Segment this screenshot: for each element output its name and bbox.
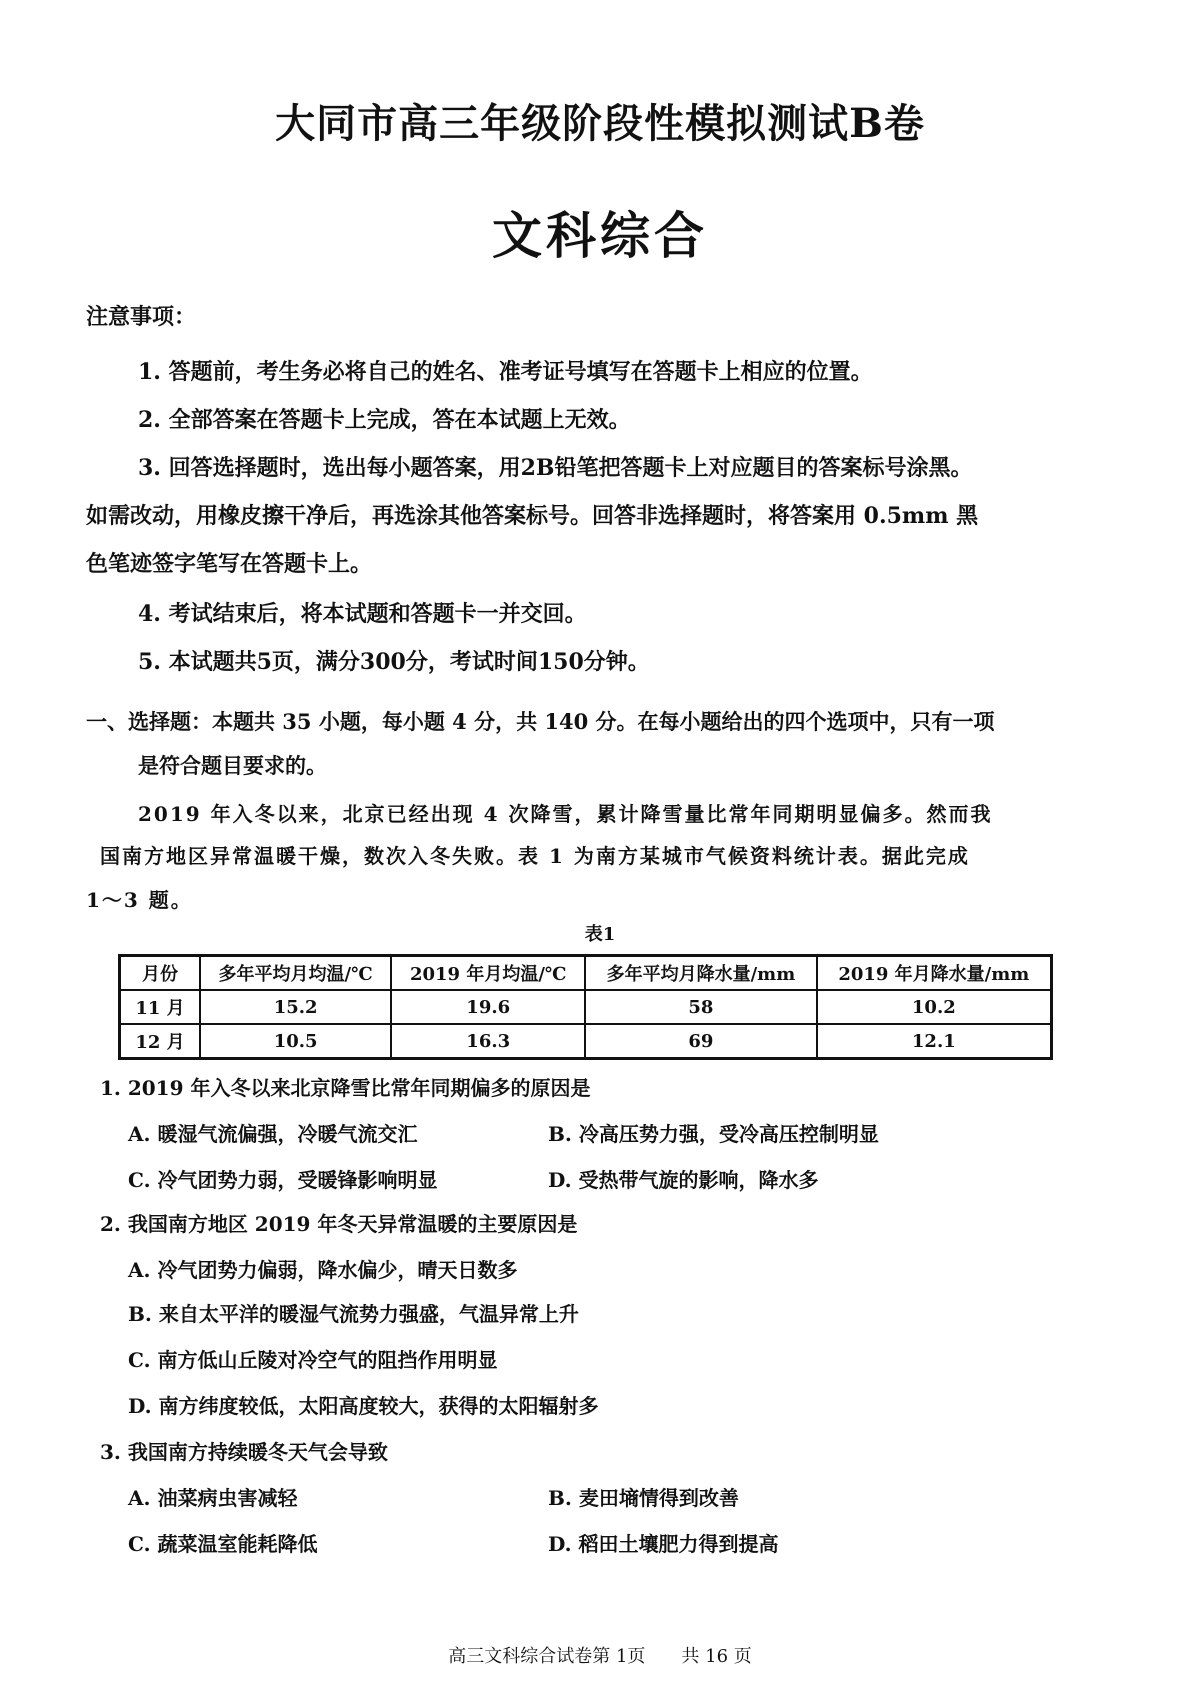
q1-option-d: D. 受热带气旋的影响，降水多 xyxy=(548,1168,819,1192)
q3-option-a: A. 油菜病虫害减轻 xyxy=(128,1486,298,1510)
exam-title: 大同市高三年级阶段性模拟测试B卷 xyxy=(275,100,925,147)
q1-option-c: C. 冷气团势力弱，受暖锋影响明显 xyxy=(128,1168,438,1192)
table-cell: 10.5 xyxy=(200,1024,391,1059)
notice-item-1: 1. 答题前，考生务必将自己的姓名、准考证号填写在答题卡上相应的位置。 xyxy=(138,359,873,385)
table-cell: 15.2 xyxy=(200,990,391,1024)
table-cell: 12 月 xyxy=(120,1024,201,1059)
table-cell: 69 xyxy=(585,1024,816,1059)
question-1: 1. 2019 年入冬以来北京降雪比常年同期偏多的原因是 xyxy=(100,1076,591,1100)
table-cell: 11 月 xyxy=(120,990,201,1024)
q3-option-c: C. 蔬菜温室能耗降低 xyxy=(128,1532,318,1556)
section-heading: 一、选择题：本题共 35 小题，每小题 4 分，共 140 分。在每小题给出的四个选项中，只有一项 xyxy=(86,709,995,734)
table-row xyxy=(120,1024,1052,1059)
table-header-cell: 多年平均月降水量/mm xyxy=(585,956,816,991)
table-cell: 19.6 xyxy=(391,990,585,1024)
table-cell: 16.3 xyxy=(391,1024,585,1059)
q2-option-b: B. 来自太平洋的暖湿气流势力强盛，气温异常上升 xyxy=(128,1302,579,1326)
table-header-cell: 月份 xyxy=(120,956,201,991)
q2-option-a: A. 冷气团势力偏弱，降水偏少，晴天日数多 xyxy=(128,1258,518,1282)
q3-option-b: B. 麦田墒情得到改善 xyxy=(548,1486,739,1510)
table-header-row xyxy=(120,956,1052,991)
table-header-cell: 2019 年月降水量/mm xyxy=(817,956,1052,991)
q1-option-a: A. 暖湿气流偏强，冷暖气流交汇 xyxy=(128,1122,418,1146)
notice-heading: 注意事项： xyxy=(86,304,197,330)
notice-item-3: 3. 回答选择题时，选出每小题答案，用2B铅笔把答题卡上对应题目的答案标号涂黑。 xyxy=(138,455,973,481)
table-cell: 58 xyxy=(585,990,816,1024)
stem-line-3: 1～3 题。 xyxy=(86,888,193,912)
notice-item-3-cont2: 色笔迹签字笔写在答题卡上。 xyxy=(86,551,373,577)
question-2: 2. 我国南方地区 2019 年冬天异常温暖的主要原因是 xyxy=(100,1212,578,1236)
q1-option-b: B. 冷高压势力强，受冷高压控制明显 xyxy=(548,1122,879,1146)
q2-option-c: C. 南方低山丘陵对冷空气的阻挡作用明显 xyxy=(128,1348,498,1372)
stem-line-2: 国南方地区异常温暖干燥，数次入冬失败。表 1 为南方某城市气候资料统计表。据此完成 xyxy=(100,844,970,868)
subject-title: 文科综合 xyxy=(492,207,708,265)
notice-item-5: 5. 本试题共5页，满分300分，考试时间150分钟。 xyxy=(138,649,650,675)
page-footer: 高三文科综合试卷第 1页 共 16 页 xyxy=(448,1646,752,1667)
question-3: 3. 我国南方持续暖冬天气会导致 xyxy=(100,1440,388,1464)
table-cell: 10.2 xyxy=(817,990,1052,1024)
table-row xyxy=(120,990,1052,1024)
table-caption: 表1 xyxy=(584,924,616,945)
climate-table xyxy=(118,954,1053,1060)
table-cell: 12.1 xyxy=(817,1024,1052,1059)
table-header-cell: 多年平均月均温/℃ xyxy=(200,956,391,991)
notice-item-4: 4. 考试结束后，将本试题和答题卡一并交回。 xyxy=(138,601,587,627)
q2-option-d: D. 南方纬度较低，太阳高度较大，获得的太阳辐射多 xyxy=(128,1394,599,1418)
table-header-cell: 2019 年月均温/℃ xyxy=(391,956,585,991)
q3-option-d: D. 稻田土壤肥力得到提高 xyxy=(548,1532,779,1556)
section-heading-cont: 是符合题目要求的。 xyxy=(138,753,327,778)
notice-item-3-cont: 如需改动，用橡皮擦干净后，再选涂其他答案标号。回答非选择题时，将答案用 0.5mm 黑 xyxy=(86,503,979,529)
notice-item-2: 2. 全部答案在答题卡上完成，答在本试题上无效。 xyxy=(138,407,631,433)
stem-line-1: 2019 年入冬以来，北京已经出现 4 次降雪，累计降雪量比常年同期明显偏多。然而我 xyxy=(138,802,993,826)
